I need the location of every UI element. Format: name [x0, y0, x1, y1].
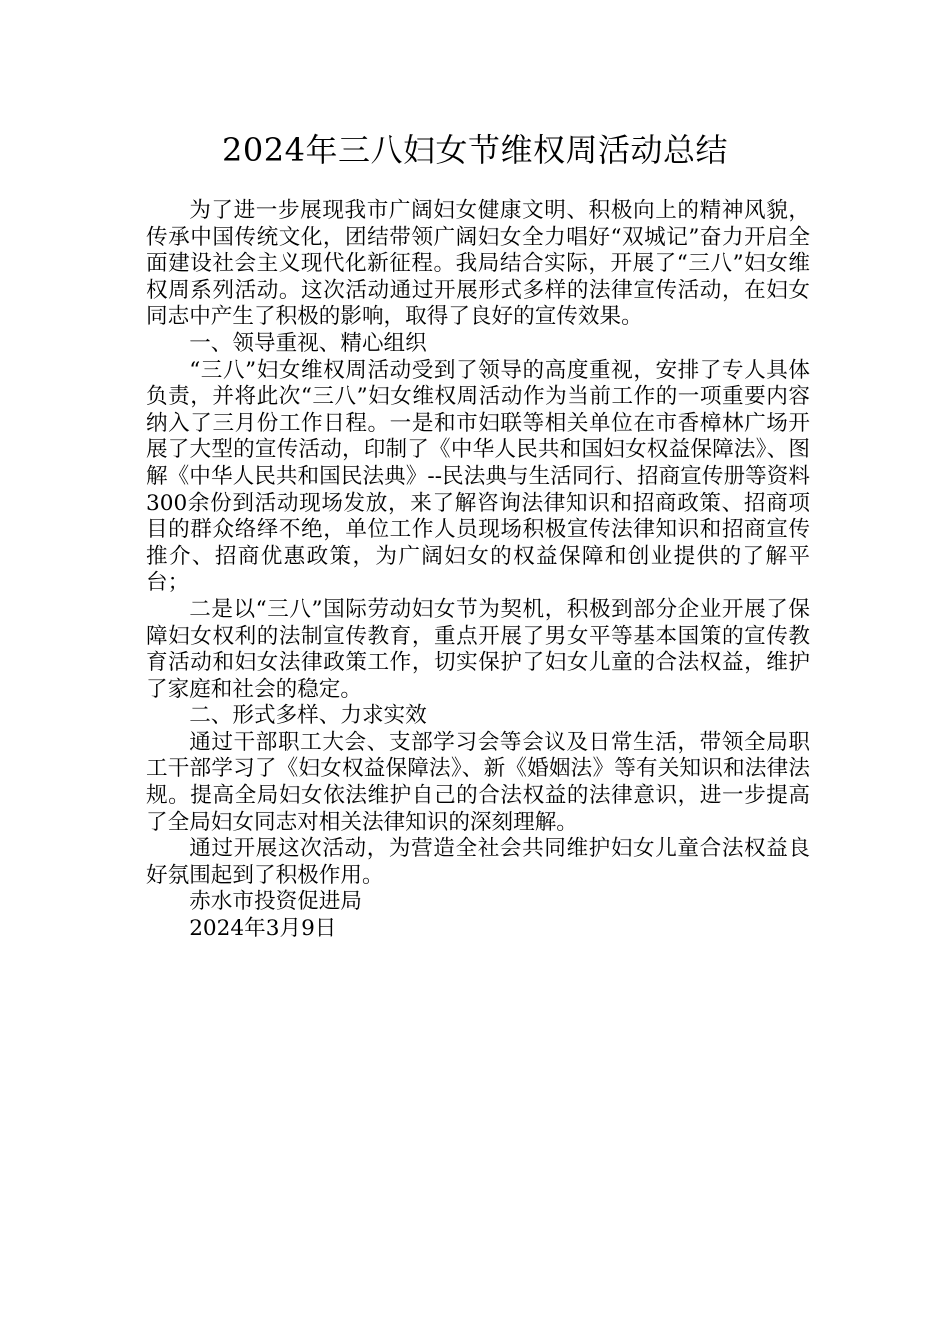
section-1-heading: 一、领导重视、精心组织 — [189, 330, 427, 356]
section-2-paragraph-1: 通过干部职工大会、支部学习会等会议及日常生活，带领全局职工干部学习了《妇女权益保障法》、新《婚姻法》等有关知识和法律法规。提高全局妇女依法维护自己的合法权益的法律意识，进一步提高了全局妇女同志对相关法律知识的深刻理解。 — [146, 729, 810, 835]
document-body — [146, 198, 810, 943]
intro-paragraph: 为了进一步展现我市广阔妇女健康文明、积极向上的精神风貌，传承中国传统文化，团结带领广阔妇女全力唱好“双城记”奋力开启全面建设社会主义现代化新征程。我局结合实际，开展了“三八”妇女维权周系列活动。这次活动通过开展形式多样的法律宣传活动，在妇女同志中产生了积极的影响，取得了良好的宣传效果。 — [146, 198, 810, 330]
section-2-heading: 二、形式多样、力求实效 — [189, 703, 427, 729]
section-1-paragraph-1: “三八”妇女维权周活动受到了领导的高度重视，安排了专人具体负责，并将此次“三八”妇女维权周活动作为当前工作的一项重要内容纳入了三月份工作日程。一是和市妇联等相关单位在市香樟林广场开展了大型的宣传活动，印制了《中华人民共和国妇女权益保障法》、图解《中华人民共和国民法典》--民法典与生活同行、招商宣传册等资料300余份到活动现场发放，来了解咨询法律知识和招商政策、招商项目的群众络绎不绝，单位工作人员现场积极宣传法律知识和招商宣传推介、招商优惠政策，为广阔妇女的权益保障和创业提供的了解平台； — [146, 357, 810, 596]
section-2-paragraph-2: 通过开展这次活动，为营造全社会共同维护妇女儿童合法权益良好氛围起到了积极作用。 — [146, 836, 810, 888]
signature-date: 2024年3月9日 — [189, 916, 337, 942]
signature-organization: 赤水市投资促进局 — [189, 889, 362, 915]
section-1-paragraph-2: 二是以“三八”国际劳动妇女节为契机，积极到部分企业开展了保障妇女权利的法制宣传教育，重点开展了男女平等基本国策的宣传教育活动和妇女法律政策工作，切实保护了妇女儿童的合法权益，维护了家庭和社会的稳定。 — [146, 596, 810, 702]
document-title: 2024年三八妇女节维权周活动总结 — [222, 131, 728, 169]
